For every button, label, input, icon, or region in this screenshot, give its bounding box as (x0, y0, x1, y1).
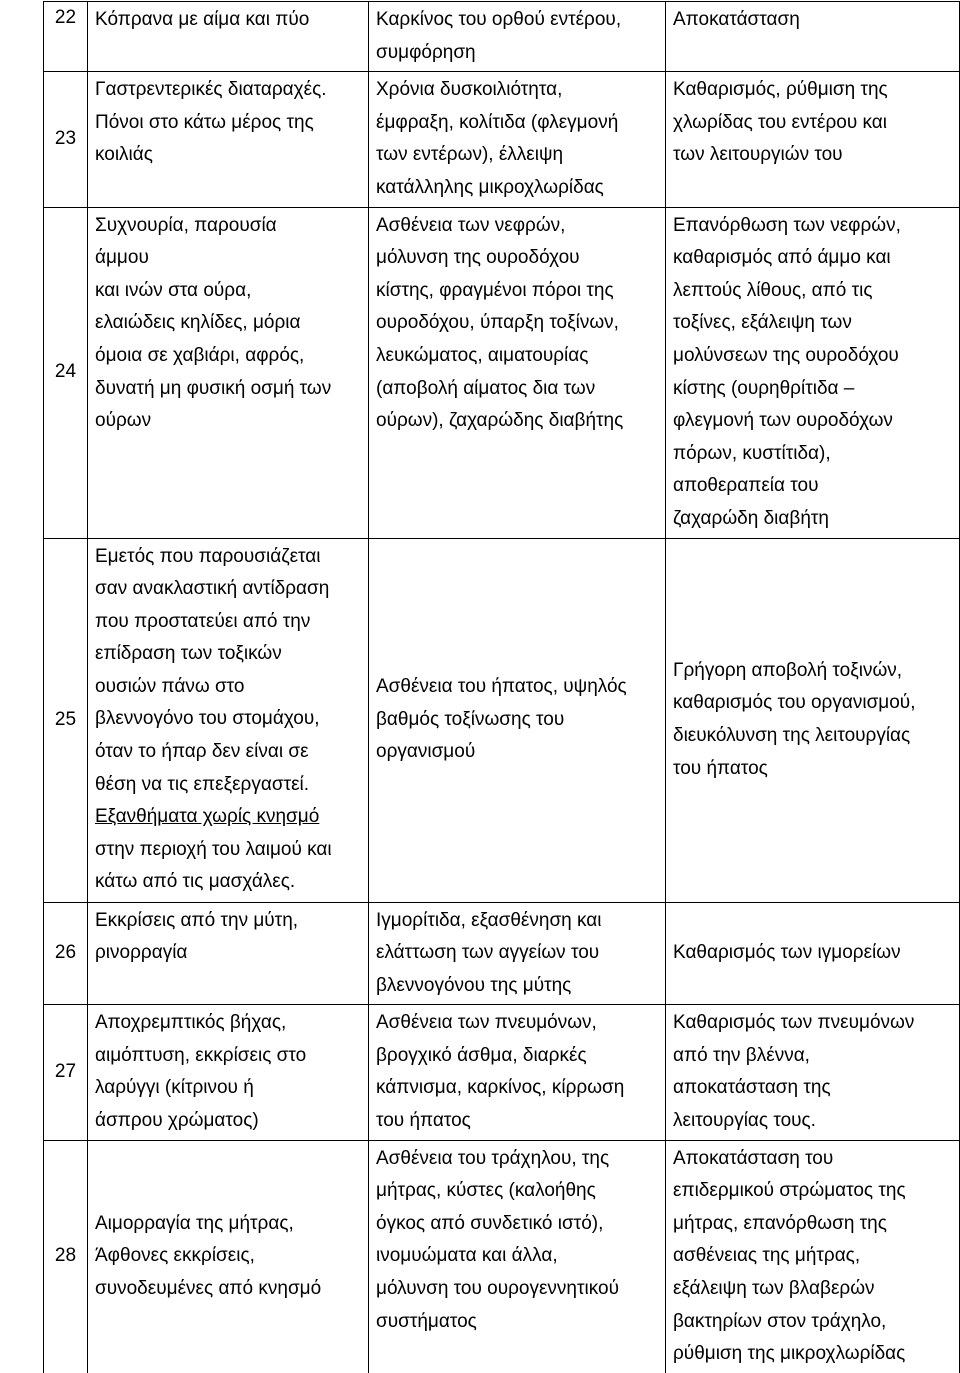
cell-line: μόλυνση της ουροδόχου (376, 247, 580, 269)
treatment-cell (666, 1005, 960, 1140)
row-number: 26 (44, 902, 88, 1005)
underlined-text: Εξανθήματα χωρίς κνησμό (95, 806, 320, 828)
cell-line: θέση να τις επεξεργαστεί. (95, 773, 310, 795)
cell-line: χλωρίδας του εντέρου και (673, 111, 887, 133)
cell-line: βακτηρίων στον τράχηλο, (673, 1310, 887, 1332)
cell-line: κίστης, φραγμένοι πόροι της (376, 279, 614, 301)
cell-line: αποκατάσταση της (673, 1077, 831, 1099)
table-row (44, 207, 960, 538)
cell-line: ουσιών πάνω στο (95, 675, 245, 697)
symptom-cell (88, 538, 369, 902)
cell-line: Αποκατάσταση (673, 9, 800, 30)
cell-line: διευκόλυνση της λειτουργίας (673, 725, 911, 746)
cell-line: κάπνισμα, καρκίνος, κίρρωση (376, 1077, 625, 1099)
cell-line: Ιγμορίτιδα, εξασθένηση και (376, 909, 602, 931)
cell-line: Καθαρισμός, ρύθμιση της (673, 79, 888, 101)
cell-line: εξάλειψη των βλαβερών (673, 1278, 875, 1300)
cell-line: κάτω από τις μασχάλες. (95, 871, 296, 893)
cell-line: Καρκίνος του ορθού εντέρου, (376, 9, 622, 30)
row-number: 23 (44, 72, 88, 207)
cell-line: Ασθένεια του ήπατος, υψηλός (376, 676, 627, 698)
cell-line: μολύνσεων της ουροδόχου (673, 344, 899, 366)
row-number: 27 (44, 1005, 88, 1140)
cell-line: Γρήγορη αποβολή τοξινών, (673, 659, 903, 681)
table-row (44, 72, 960, 207)
cell-line: δυνατή μη φυσική οσμή των (95, 377, 332, 399)
table-row (44, 1005, 960, 1140)
cell-line: Αιμορραγία της μήτρας, (95, 1212, 294, 1234)
cell-line: του ήπατος (376, 1110, 471, 1132)
cell-line: καθαρισμός από άμμο και (673, 247, 891, 269)
symptom-cell (88, 207, 369, 538)
cell-line: ούρων), ζαχαρώδης διαβήτης (376, 410, 624, 432)
cell-line: Χρόνια δυσκοιλιότητα, (376, 79, 563, 101)
cause-cell (369, 2, 666, 72)
cell-line: Εμετός που παρουσιάζεται (95, 545, 321, 567)
cell-line: στην περιοχή του λαιμού και (95, 838, 332, 860)
cell-line: Ασθένεια των πνευμόνων, (376, 1012, 597, 1034)
cell-line: αιμόπτυση, εκκρίσεις στο (95, 1044, 307, 1066)
cell-line: κίστης (ουρηθρίτιδα – (673, 377, 855, 399)
cell-line: μήτρας, επανόρθωση της (673, 1212, 887, 1234)
cell-line: ζαχαρώδη διαβήτη (673, 507, 829, 529)
treatment-cell (666, 2, 960, 72)
cell-line: κατάλληλης μικροχλωρίδας (376, 176, 604, 198)
cell-line: λεπτούς λίθους, από τις (673, 279, 873, 301)
cell-line: άμμου (95, 247, 149, 269)
cell-line: βρογχικό άσθμα, διαρκές (376, 1044, 587, 1066)
table-row (44, 902, 960, 1005)
cell-line: λειτουργίας τους. (673, 1110, 816, 1132)
cause-cell (369, 1005, 666, 1140)
cell-line: Αποκατάσταση του (673, 1147, 834, 1169)
treatment-cell (666, 72, 960, 207)
symptom-cell (88, 2, 369, 72)
cell-line: βαθμός τοξίνωσης του (376, 708, 565, 730)
cause-cell (369, 1140, 666, 1373)
table-row (44, 538, 960, 902)
cell-line: Αποχρεμπτικός βήχας, (95, 1012, 287, 1034)
cause-cell (369, 902, 666, 1005)
cell-line: μόλυνση του ουρογεννητικού (376, 1278, 619, 1300)
cell-line: συστήματος (376, 1310, 477, 1332)
cell-line: του ήπατος (673, 757, 768, 779)
cell-line: από την βλέννα, (673, 1044, 810, 1066)
row-number: 25 (44, 538, 88, 902)
table-row (44, 1140, 960, 1373)
cell-line: και ινών στα ούρα, (95, 279, 252, 301)
symptom-cell (88, 1005, 369, 1140)
cause-cell (369, 207, 666, 538)
cell-line: Καθαρισμός των ιγμορείων (673, 942, 901, 964)
table-row (44, 2, 960, 72)
medical-symptom-table (43, 1, 960, 1373)
row-number: 24 (44, 207, 88, 538)
cell-line: μήτρας, κύστες (καλοήθης (376, 1180, 596, 1202)
treatment-cell (666, 207, 960, 538)
cell-line: ελαιώδεις κηλίδες, μόρια (95, 312, 301, 334)
row-number: 28 (44, 1140, 88, 1373)
cause-cell (369, 72, 666, 207)
row-number: 22 (44, 2, 88, 72)
cell-line: οργανισμού (376, 741, 476, 763)
cell-line: Ασθένεια του τράχηλου, της (376, 1147, 610, 1169)
cell-line: τοξίνες, εξάλειψη των (673, 312, 852, 334)
cell-line: (αποβολή αίματος δια των (376, 377, 596, 399)
cell-line: Καθαρισμός των πνευμόνων (673, 1012, 915, 1034)
cell-line: Συχνουρία, παρουσία (95, 214, 277, 236)
treatment-cell (666, 1140, 960, 1373)
cell-line: Εκκρίσεις από την μύτη, (95, 909, 299, 931)
cell-line: βλεννογόνο του στομάχου, (95, 708, 320, 730)
cell-line: βλεννογόνου της μύτης (376, 974, 572, 996)
cell-line: αποθεραπεία του (673, 475, 819, 497)
cell-line: καθαρισμός του οργανισμού, (673, 692, 916, 714)
cell-line: ασθένειας της μήτρας, (673, 1245, 861, 1267)
cell-line: ρύθμιση της μικροχλωρίδας (673, 1343, 906, 1365)
cell-line: φλεγμονή των ουροδόχων (673, 410, 893, 432)
cell-line: ουροδόχου, ύπαρξη τοξίνων, (376, 312, 619, 334)
cell-line: ρινορραγία (95, 942, 188, 964)
cell-line: πόρων, κυστίτιδα), (673, 442, 831, 464)
cell-line: όμοια σε χαβιάρι, αφρός, (95, 344, 305, 366)
symptom-cell (88, 902, 369, 1005)
cell-line: συνοδευμένες από κνησμό (95, 1278, 322, 1300)
cell-line: ούρων (95, 410, 152, 432)
cell-line: όγκος από συνδετικό ιστό), (376, 1212, 604, 1234)
cell-line: Ασθένεια των νεφρών, (376, 214, 566, 236)
cell-line: που προστατεύει από την (95, 610, 311, 632)
cell-line: έμφραξη, κολίτιδα (φλεγμονή (376, 111, 619, 133)
cell-line: συμφόρηση (376, 41, 476, 63)
cell-line: άσπρου χρώματος) (95, 1110, 259, 1132)
cell-line: λευκώματος, αιματουρίας (376, 344, 589, 366)
cell-line: κοιλιάς (95, 144, 153, 166)
cell-line: Κόπρανα με αίμα και πύο (95, 9, 310, 30)
cause-cell (369, 538, 666, 902)
cell-line: επίδραση των τοξικών (95, 643, 282, 665)
cell-line: των λειτουργιών του (673, 144, 843, 166)
cell-line: Πόνοι στο κάτω μέρος της (95, 111, 314, 133)
symptom-cell (88, 1140, 369, 1373)
cell-line: των εντέρων), έλλειψη (376, 144, 564, 166)
cell-line: όταν το ήπαρ δεν είναι σε (95, 741, 309, 763)
cell-line: Γαστρεντερικές διαταραχές. (95, 79, 327, 101)
cell-line: λαρύγγι (κίτρινου ή (95, 1077, 254, 1099)
cell-line: σαν ανακλαστική αντίδραση (95, 578, 330, 600)
cell-line: Επανόρθωση των νεφρών, (673, 214, 901, 236)
cell-line: ελάττωση των αγγείων του (376, 942, 600, 964)
cell-line: Άφθονες εκκρίσεις, (95, 1245, 255, 1267)
treatment-cell (666, 902, 960, 1005)
cell-line: ινομυώματα και άλλα, (376, 1245, 558, 1267)
symptom-cell (88, 72, 369, 207)
cell-line: επιδερμικού στρώματος της (673, 1180, 906, 1202)
treatment-cell (666, 538, 960, 902)
